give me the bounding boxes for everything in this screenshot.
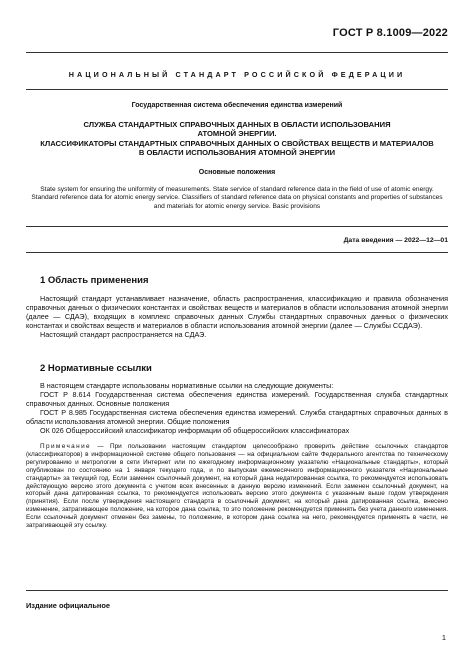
main-title-line: СЛУЖБА СТАНДАРТНЫХ СПРАВОЧНЫХ ДАННЫХ В ОБЛАСТИ ИСПОЛЬЗОВАНИЯ <box>83 120 391 129</box>
note-label: Примечание <box>40 443 91 450</box>
title-rule <box>26 89 448 90</box>
section-2-heading: 2 Нормативные ссылки <box>40 363 152 374</box>
page-number: 1 <box>441 633 446 642</box>
reference-item: ОК 026 Общероссийский классификатор информации об общероссийских классификаторах <box>40 426 350 435</box>
main-title-line: АТОМНОЙ ЭНЕРГИИ. <box>197 129 277 139</box>
official-edition-label: Издание официальное <box>26 601 111 610</box>
introduction-date: Дата введения — 2022—12—01 <box>343 237 448 244</box>
paragraph: В настоящем стандарте использованы нормативные ссылки на следующие документы: <box>40 381 334 390</box>
standard-code: ГОСТ Р 8.1009—2022 <box>332 27 448 39</box>
paragraph: Настоящий стандарт распространяется на СДАЭ. <box>40 330 207 339</box>
paragraph: Настоящий стандарт устанавливает назначение, область распространения, классификацию и правила обозначения справочных данных о физических константах и свойствах веществ и материалов в области использования атомной энергии (далее — СДАЭ), входящих в комплекс справочных данных Службы стандартных справочных данных о физических константах и свойствах веществ и материалов в области использования атомной энергии (далее — Службы ССДАЭ). <box>26 294 448 330</box>
main-title-line: КЛАССИФИКАТОРЫ СТАНДАРТНЫХ СПРАВОЧНЫХ ДАННЫХ О СВОЙСТВАХ ВЕЩЕСТВ И МАТЕРИАЛОВ <box>40 138 434 148</box>
section-2-body <box>26 381 448 435</box>
footer-rule <box>26 590 448 591</box>
english-title: State system for ensuring the uniformity of measurements. State service of standard reference data in the field of use of atomic energy. Standard reference data for atomic energy service. Classifiers of standard reference data on physical constants and properties of substances and materials for atomic energy service. Basic provisions <box>31 186 443 210</box>
reference-item: ГОСТ Р 8.985 Государственная система обеспечения единства измерений. Служба стандартных справочных данных в области использования атомной энергии. Общие положения <box>26 408 448 426</box>
main-title-line: В ОБЛАСТИ ИСПОЛЬЗОВАНИЯ АТОМНОЙ ЭНЕРГИИ <box>138 147 336 157</box>
national-standard-title: НАЦИОНАЛЬНЫЙ СТАНДАРТ РОССИЙСКОЙ ФЕДЕРАЦИИ <box>68 70 406 79</box>
note-text: — При пользовании настоящим стандартом целесообразно проверить действие ссылочных стандартов (классификаторов) в информационной системе общего пользования — на официальном сайте Федерального агентства по техническому регулированию и метрологии в сети Интернет или по ежегодному информационному указателю «Национальные стандарты», который опубликован по состоянию на 1 января текущего года, и по выпускам ежемесячного информационного указателя «Национальные стандарты» за текущий год. Если заменен ссылочный документ, на который дана недатированная ссылка, то рекомендуется использовать действующую версию этого документа с учетом всех внесенных в данную версию изменений. Если заменен ссылочный документ, на который дана датированная ссылка, то рекомендуется использовать версию этого документа с указанным выше годом утверждения (принятия). Если после утверждения настоящего стандарта в ссылочный документ, на который дана датированная ссылка, внесено изменение, затрагивающее положение, на которое дана ссылка, то это положение рекомендуется применять без учета данного изменения. Если ссылочный документ отменен без замены, то положение, в котором дана ссылка на него, рекомендуется применять в части, не затрагивающей эту ссылку. <box>26 443 448 530</box>
note <box>26 443 448 530</box>
basic-provisions-subtitle: Основные положения <box>198 169 276 176</box>
section-1-heading: 1 Область применения <box>40 275 149 286</box>
system-title: Государственная система обеспечения единства измерений <box>131 102 343 109</box>
section-1-body <box>26 294 448 339</box>
date-rule <box>26 252 448 253</box>
english-title-rule <box>26 226 448 227</box>
main-title <box>40 120 434 157</box>
header-rule <box>26 52 448 53</box>
reference-item: ГОСТ Р 8.614 Государственная система обеспечения единства измерений. Государственная служба стандартных справочных данных. Основные положения <box>26 390 448 408</box>
